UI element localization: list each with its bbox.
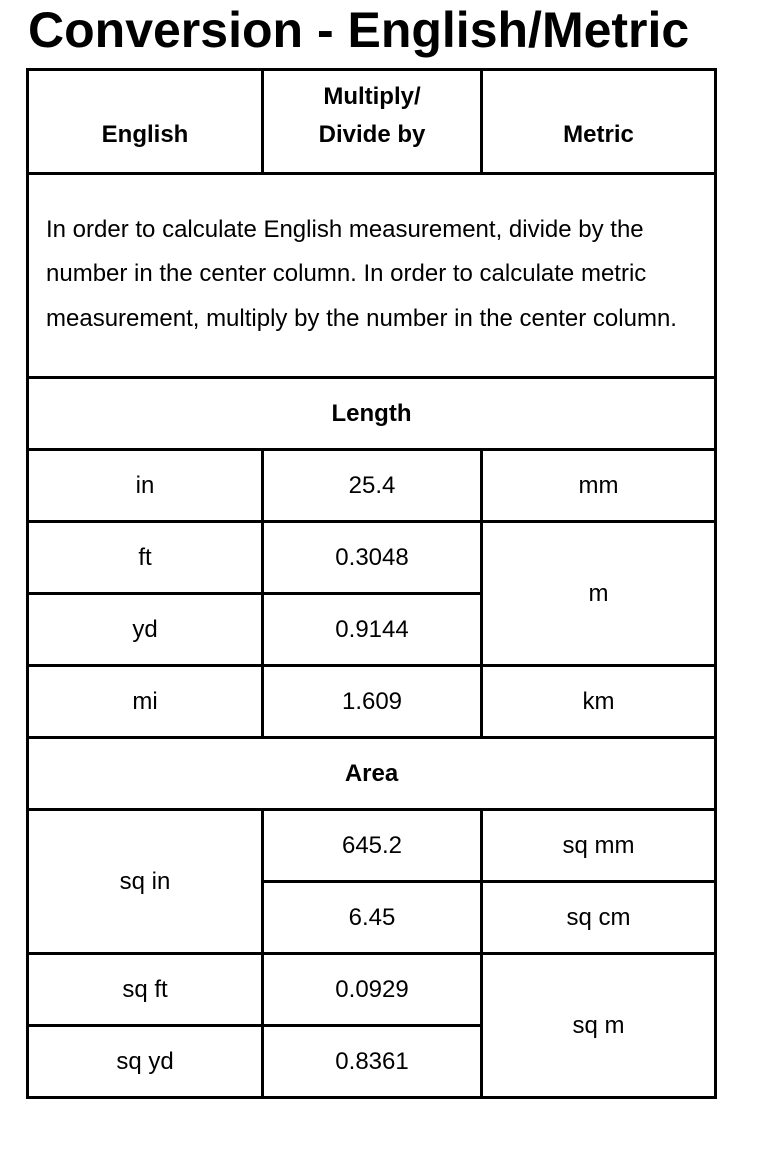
table-row: [28, 810, 716, 882]
conversion-factor: 0.0929: [263, 954, 482, 1026]
english-unit: sq yd: [28, 1026, 263, 1098]
metric-unit: sq mm: [482, 810, 716, 882]
header-english: English: [28, 70, 263, 174]
english-unit: ft: [28, 522, 263, 594]
header-metric: Metric: [482, 70, 716, 174]
section-row-length: [28, 378, 716, 450]
conversion-factor: 6.45: [263, 882, 482, 954]
section-row-area: [28, 738, 716, 810]
conversion-factor: 1.609: [263, 666, 482, 738]
section-heading-length: Length: [28, 378, 716, 450]
header-factor-line1: Multiply/: [323, 83, 421, 110]
metric-unit: sq cm: [482, 882, 716, 954]
instructions-row: [28, 174, 716, 378]
table-row: [28, 522, 716, 594]
table-row: [28, 954, 716, 1026]
conversion-factor: 25.4: [263, 450, 482, 522]
english-unit: yd: [28, 594, 263, 666]
conversion-factor: 0.3048: [263, 522, 482, 594]
page-title: Conversion - English/Metric: [28, 2, 690, 58]
table-row: [28, 450, 716, 522]
section-heading-area: Area: [28, 738, 716, 810]
conversion-factor: 0.9144: [263, 594, 482, 666]
header-factor-line2: Divide by: [318, 121, 426, 148]
metric-unit: m: [482, 522, 716, 666]
metric-unit: mm: [482, 450, 716, 522]
metric-unit: sq m: [482, 954, 716, 1098]
table-row: [28, 666, 716, 738]
instructions-text: In order to calculate English measurement, divide by the number in the center column. In order to calculate metric measurement, multiply by the number in the center column.: [28, 174, 716, 378]
conversion-factor: 645.2: [263, 810, 482, 882]
english-unit: sq ft: [28, 954, 263, 1026]
english-unit: sq in: [28, 810, 263, 954]
conversion-table: [26, 68, 717, 1099]
english-unit: mi: [28, 666, 263, 738]
english-unit: in: [28, 450, 263, 522]
metric-unit: km: [482, 666, 716, 738]
header-row: [28, 70, 716, 174]
header-factor: [263, 70, 482, 174]
conversion-factor: 0.8361: [263, 1026, 482, 1098]
